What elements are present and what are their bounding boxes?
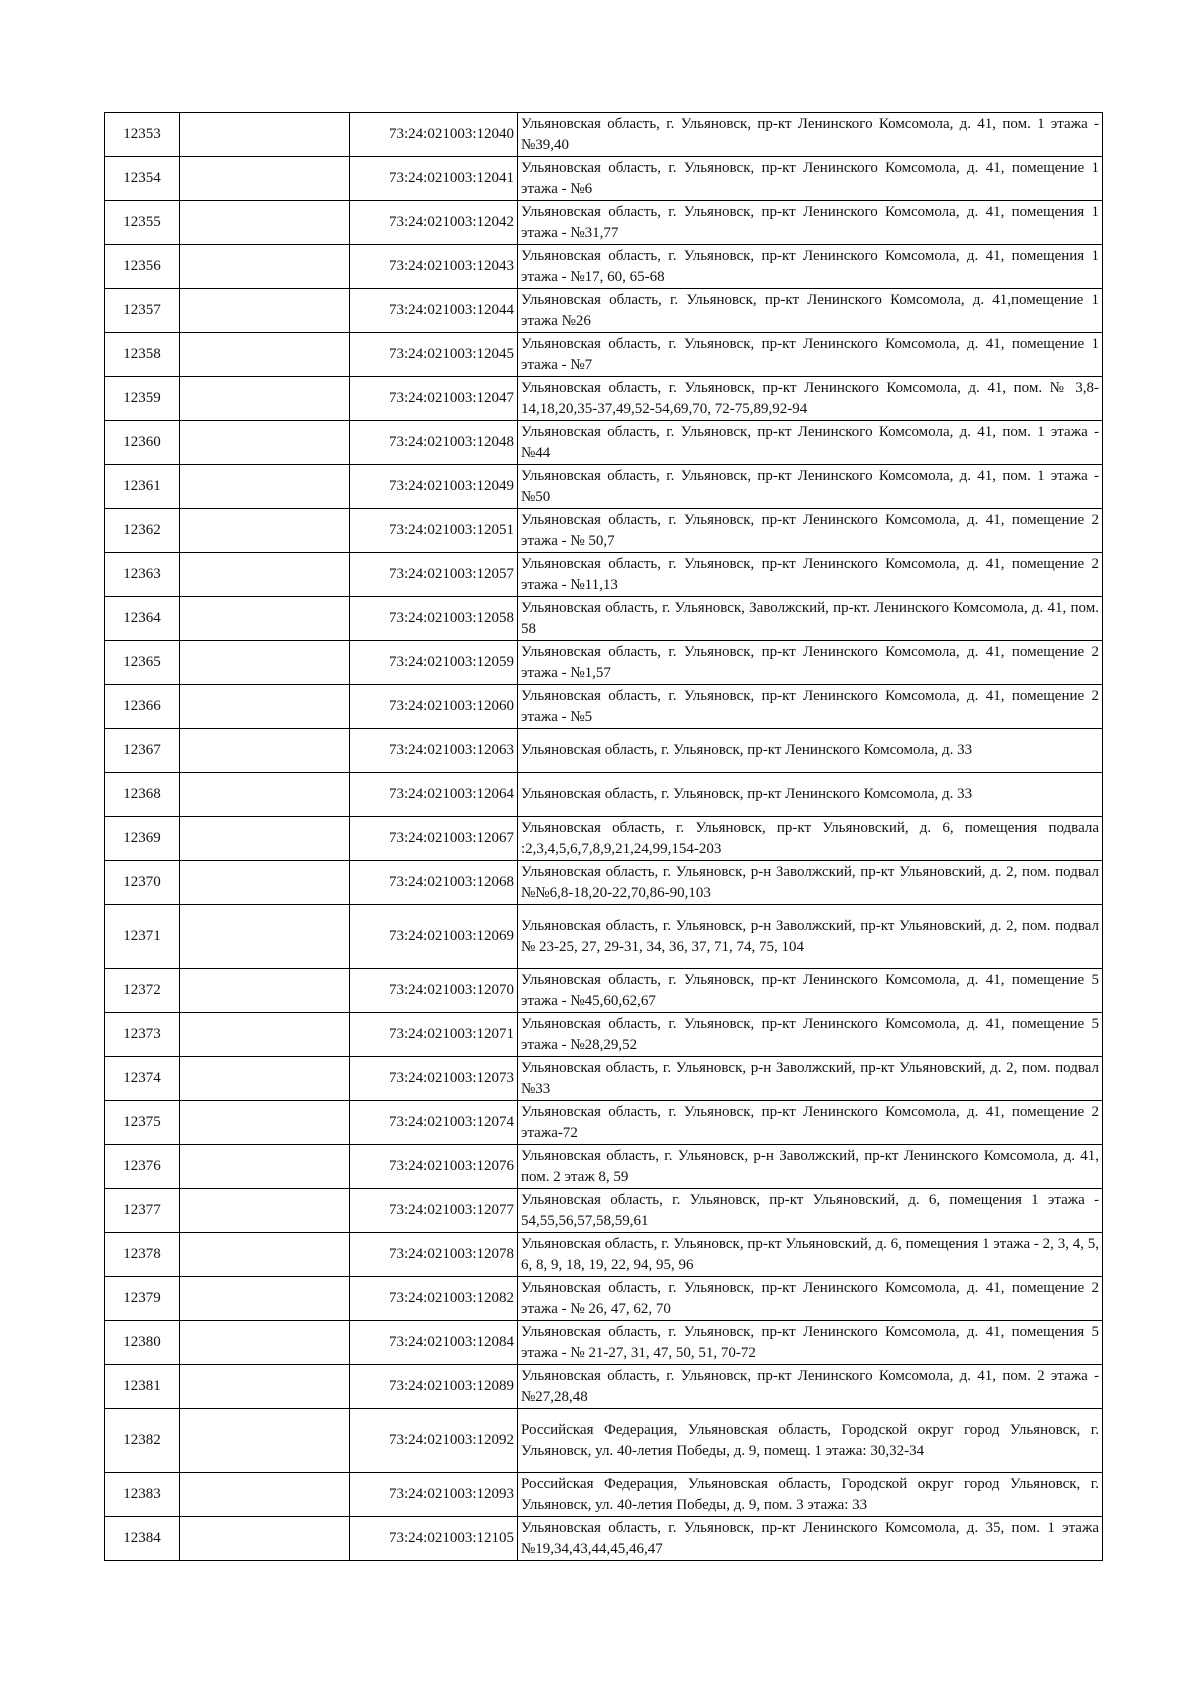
address-cell: Ульяновская область, г. Ульяновск, пр-кт Ленинского Комсомола, д. 41, помещение 5 этажа - №28,29,52: [518, 1013, 1103, 1057]
table-row: [105, 421, 1103, 465]
row-number-cell: 12360: [105, 421, 180, 465]
cadastral-number-cell: 73:24:021003:12089: [350, 1365, 518, 1409]
address-cell: Ульяновская область, г. Ульяновск, пр-кт Ленинского Комсомола, д. 41, помещение 2 этажа-72: [518, 1101, 1103, 1145]
empty-cell: [180, 1277, 350, 1321]
cadastral-number-cell: 73:24:021003:12067: [350, 817, 518, 861]
row-number-cell: 12372: [105, 969, 180, 1013]
cadastral-number-cell: 73:24:021003:12043: [350, 245, 518, 289]
empty-cell: [180, 1233, 350, 1277]
address-cell: Ульяновская область, г. Ульяновск, пр-кт Ленинского Комсомола, д. 41, пом. 1 этажа - №50: [518, 465, 1103, 509]
row-number-cell: 12361: [105, 465, 180, 509]
empty-cell: [180, 289, 350, 333]
table-row: [105, 1189, 1103, 1233]
cadastral-number-cell: 73:24:021003:12047: [350, 377, 518, 421]
cadastral-number-cell: 73:24:021003:12068: [350, 861, 518, 905]
address-cell: Ульяновская область, г. Ульяновск, пр-кт Ленинского Комсомола, д. 41, пом. 2 этажа - №27,28,48: [518, 1365, 1103, 1409]
cadastral-number-cell: 73:24:021003:12070: [350, 969, 518, 1013]
row-number-cell: 12366: [105, 685, 180, 729]
address-cell: Российская Федерация, Ульяновская область, Городской округ город Ульяновск, г. Ульяновск, ул. 40-летия Победы, д. 9, помещ. 1 этажа: 30,32-34: [518, 1409, 1103, 1473]
cadastral-number-cell: 73:24:021003:12082: [350, 1277, 518, 1321]
row-number-cell: 12370: [105, 861, 180, 905]
row-number-cell: 12377: [105, 1189, 180, 1233]
row-number-cell: 12382: [105, 1409, 180, 1473]
table-row: [105, 509, 1103, 553]
empty-cell: [180, 377, 350, 421]
table-row: [105, 729, 1103, 773]
cadastral-number-cell: 73:24:021003:12077: [350, 1189, 518, 1233]
address-cell: Ульяновская область, г. Ульяновск, пр-кт Ленинского Комсомола, д. 41, помещения 5 этажа - № 21-27, 31, 47, 50, 51, 70-72: [518, 1321, 1103, 1365]
table-row: [105, 773, 1103, 817]
row-number-cell: 12354: [105, 157, 180, 201]
table-row: [105, 969, 1103, 1013]
cadastral-number-cell: 73:24:021003:12092: [350, 1409, 518, 1473]
address-cell: Ульяновская область, г. Ульяновск, р-н Заволжский, пр-кт Ульяновский, д. 2, пом. подвал №№6,8-18,20-22,70,86-90,103: [518, 861, 1103, 905]
empty-cell: [180, 333, 350, 377]
empty-cell: [180, 1473, 350, 1517]
address-cell: Ульяновская область, г. Ульяновск, пр-кт Ульяновский, д. 6, помещения подвала :2,3,4,5,6,7,8,9,21,24,99,154-203: [518, 817, 1103, 861]
row-number-cell: 12383: [105, 1473, 180, 1517]
empty-cell: [180, 1321, 350, 1365]
row-number-cell: 12356: [105, 245, 180, 289]
address-cell: Ульяновская область, г. Ульяновск, пр-кт Ленинского Комсомола, д. 33: [518, 729, 1103, 773]
registry-table: [104, 112, 1103, 1561]
empty-cell: [180, 465, 350, 509]
empty-cell: [180, 1145, 350, 1189]
address-cell: Ульяновская область, г. Ульяновск, р-н Заволжский, пр-кт Ленинского Комсомола, д. 41, пом. 2 этаж 8, 59: [518, 1145, 1103, 1189]
address-cell: Ульяновская область, г. Ульяновск, пр-кт Ленинского Комсомола, д. 41, помещение 1 этажа - №7: [518, 333, 1103, 377]
row-number-cell: 12368: [105, 773, 180, 817]
table-row: [105, 861, 1103, 905]
empty-cell: [180, 969, 350, 1013]
table-row: [105, 1057, 1103, 1101]
table-row: [105, 289, 1103, 333]
empty-cell: [180, 113, 350, 157]
empty-cell: [180, 773, 350, 817]
cadastral-number-cell: 73:24:021003:12093: [350, 1473, 518, 1517]
row-number-cell: 12358: [105, 333, 180, 377]
table-row: [105, 157, 1103, 201]
address-cell: Ульяновская область, г. Ульяновск, пр-кт Ленинского Комсомола, д. 41,помещение 1 этажа №26: [518, 289, 1103, 333]
empty-cell: [180, 1517, 350, 1561]
row-number-cell: 12363: [105, 553, 180, 597]
table-row: [105, 1277, 1103, 1321]
table-row: [105, 1321, 1103, 1365]
cadastral-number-cell: 73:24:021003:12069: [350, 905, 518, 969]
table-row: [105, 465, 1103, 509]
cadastral-number-cell: 73:24:021003:12059: [350, 641, 518, 685]
address-cell: Ульяновская область, г. Ульяновск, пр-кт Ленинского Комсомола, д. 41, пом. 1 этажа - №39,40: [518, 113, 1103, 157]
cadastral-number-cell: 73:24:021003:12051: [350, 509, 518, 553]
address-cell: Ульяновская область, г. Ульяновск, пр-кт Ленинского Комсомола, д. 41, помещение 1 этажа - №6: [518, 157, 1103, 201]
empty-cell: [180, 157, 350, 201]
table-row: [105, 685, 1103, 729]
table-row: [105, 1101, 1103, 1145]
empty-cell: [180, 861, 350, 905]
row-number-cell: 12381: [105, 1365, 180, 1409]
table-row: [105, 1409, 1103, 1473]
table-row: [105, 333, 1103, 377]
row-number-cell: 12359: [105, 377, 180, 421]
address-cell: Ульяновская область, г. Ульяновск, пр-кт Ульяновский, д. 6, помещения 1 этажа - 54,55,56,57,58,59,61: [518, 1189, 1103, 1233]
row-number-cell: 12353: [105, 113, 180, 157]
row-number-cell: 12362: [105, 509, 180, 553]
address-cell: Ульяновская область, г. Ульяновск, р-н Заволжский, пр-кт Ульяновский, д. 2, пом. подвал № 23-25, 27, 29-31, 34, 36, 37, 71, 74, 75, 104: [518, 905, 1103, 969]
table-row: [105, 1013, 1103, 1057]
row-number-cell: 12374: [105, 1057, 180, 1101]
row-number-cell: 12375: [105, 1101, 180, 1145]
empty-cell: [180, 641, 350, 685]
address-cell: Ульяновская область, г. Ульяновск, пр-кт Ульяновский, д. 6, помещения 1 этажа - 2, 3, 4, 5, 6, 8, 9, 18, 19, 22, 94, 95, 96: [518, 1233, 1103, 1277]
address-cell: Ульяновская область, г. Ульяновск, пр-кт Ленинского Комсомола, д. 41, пом. 1 этажа - №44: [518, 421, 1103, 465]
table-row: [105, 113, 1103, 157]
empty-cell: [180, 245, 350, 289]
empty-cell: [180, 1101, 350, 1145]
address-cell: Ульяновская область, г. Ульяновск, Заволжский, пр-кт. Ленинского Комсомола, д. 41, пом. 58: [518, 597, 1103, 641]
table-row: [105, 1145, 1103, 1189]
empty-cell: [180, 1013, 350, 1057]
cadastral-number-cell: 73:24:021003:12078: [350, 1233, 518, 1277]
empty-cell: [180, 1057, 350, 1101]
address-cell: Ульяновская область, г. Ульяновск, пр-кт Ленинского Комсомола, д. 41, помещение 2 этажа - № 26, 47, 62, 70: [518, 1277, 1103, 1321]
cadastral-number-cell: 73:24:021003:12057: [350, 553, 518, 597]
row-number-cell: 12373: [105, 1013, 180, 1057]
row-number-cell: 12378: [105, 1233, 180, 1277]
address-cell: Ульяновская область, г. Ульяновск, пр-кт Ленинского Комсомола, д. 41, помещение 2 этажа - №1,57: [518, 641, 1103, 685]
address-cell: Ульяновская область, г. Ульяновск, пр-кт Ленинского Комсомола, д. 41, помещения 1 этажа - №17, 60, 65-68: [518, 245, 1103, 289]
cadastral-number-cell: 73:24:021003:12042: [350, 201, 518, 245]
row-number-cell: 12367: [105, 729, 180, 773]
address-cell: Ульяновская область, г. Ульяновск, пр-кт Ленинского Комсомола, д. 35, пом. 1 этажа №19,34,43,44,45,46,47: [518, 1517, 1103, 1561]
empty-cell: [180, 509, 350, 553]
row-number-cell: 12364: [105, 597, 180, 641]
address-cell: Ульяновская область, г. Ульяновск, пр-кт Ленинского Комсомола, д. 41, помещение 2 этажа - № 50,7: [518, 509, 1103, 553]
cadastral-number-cell: 73:24:021003:12040: [350, 113, 518, 157]
address-cell: Ульяновская область, г. Ульяновск, пр-кт Ленинского Комсомола, д. 41, пом. № 3,8-14,18,20,35-37,49,52-54,69,70, 72-75,89,92-94: [518, 377, 1103, 421]
cadastral-number-cell: 73:24:021003:12064: [350, 773, 518, 817]
table-row: [105, 553, 1103, 597]
row-number-cell: 12357: [105, 289, 180, 333]
cadastral-number-cell: 73:24:021003:12060: [350, 685, 518, 729]
address-cell: Ульяновская область, г. Ульяновск, р-н Заволжский, пр-кт Ульяновский, д. 2, пом. подвал №33: [518, 1057, 1103, 1101]
cadastral-number-cell: 73:24:021003:12045: [350, 333, 518, 377]
table-row: [105, 641, 1103, 685]
table-row: [105, 245, 1103, 289]
cadastral-number-cell: 73:24:021003:12063: [350, 729, 518, 773]
row-number-cell: 12355: [105, 201, 180, 245]
table-row: [105, 1365, 1103, 1409]
row-number-cell: 12369: [105, 817, 180, 861]
table-row: [105, 817, 1103, 861]
cadastral-number-cell: 73:24:021003:12074: [350, 1101, 518, 1145]
empty-cell: [180, 553, 350, 597]
table-row: [105, 597, 1103, 641]
empty-cell: [180, 421, 350, 465]
empty-cell: [180, 1189, 350, 1233]
cadastral-number-cell: 73:24:021003:12073: [350, 1057, 518, 1101]
row-number-cell: 12384: [105, 1517, 180, 1561]
empty-cell: [180, 1365, 350, 1409]
registry-table-body: [105, 113, 1103, 1561]
table-row: [105, 1233, 1103, 1277]
cadastral-number-cell: 73:24:021003:12076: [350, 1145, 518, 1189]
document-page: [104, 112, 1102, 1561]
cadastral-number-cell: 73:24:021003:12049: [350, 465, 518, 509]
empty-cell: [180, 817, 350, 861]
row-number-cell: 12376: [105, 1145, 180, 1189]
address-cell: Ульяновская область, г. Ульяновск, пр-кт Ленинского Комсомола, д. 41, помещение 5 этажа - №45,60,62,67: [518, 969, 1103, 1013]
empty-cell: [180, 729, 350, 773]
empty-cell: [180, 201, 350, 245]
address-cell: Ульяновская область, г. Ульяновск, пр-кт Ленинского Комсомола, д. 41, помещение 2 этажа - №11,13: [518, 553, 1103, 597]
address-cell: Ульяновская область, г. Ульяновск, пр-кт Ленинского Комсомола, д. 41, помещения 1 этажа - №31,77: [518, 201, 1103, 245]
empty-cell: [180, 905, 350, 969]
table-row: [105, 201, 1103, 245]
row-number-cell: 12371: [105, 905, 180, 969]
cadastral-number-cell: 73:24:021003:12058: [350, 597, 518, 641]
table-row: [105, 377, 1103, 421]
table-row: [105, 1517, 1103, 1561]
empty-cell: [180, 1409, 350, 1473]
address-cell: Ульяновская область, г. Ульяновск, пр-кт Ленинского Комсомола, д. 33: [518, 773, 1103, 817]
cadastral-number-cell: 73:24:021003:12048: [350, 421, 518, 465]
cadastral-number-cell: 73:24:021003:12071: [350, 1013, 518, 1057]
row-number-cell: 12365: [105, 641, 180, 685]
cadastral-number-cell: 73:24:021003:12084: [350, 1321, 518, 1365]
row-number-cell: 12379: [105, 1277, 180, 1321]
empty-cell: [180, 597, 350, 641]
cadastral-number-cell: 73:24:021003:12044: [350, 289, 518, 333]
cadastral-number-cell: 73:24:021003:12105: [350, 1517, 518, 1561]
address-cell: Российская Федерация, Ульяновская область, Городской округ город Ульяновск, г. Ульяновск, ул. 40-летия Победы, д. 9, пом. 3 этажа: 33: [518, 1473, 1103, 1517]
address-cell: Ульяновская область, г. Ульяновск, пр-кт Ленинского Комсомола, д. 41, помещение 2 этажа - №5: [518, 685, 1103, 729]
table-row: [105, 1473, 1103, 1517]
cadastral-number-cell: 73:24:021003:12041: [350, 157, 518, 201]
empty-cell: [180, 685, 350, 729]
row-number-cell: 12380: [105, 1321, 180, 1365]
table-row: [105, 905, 1103, 969]
